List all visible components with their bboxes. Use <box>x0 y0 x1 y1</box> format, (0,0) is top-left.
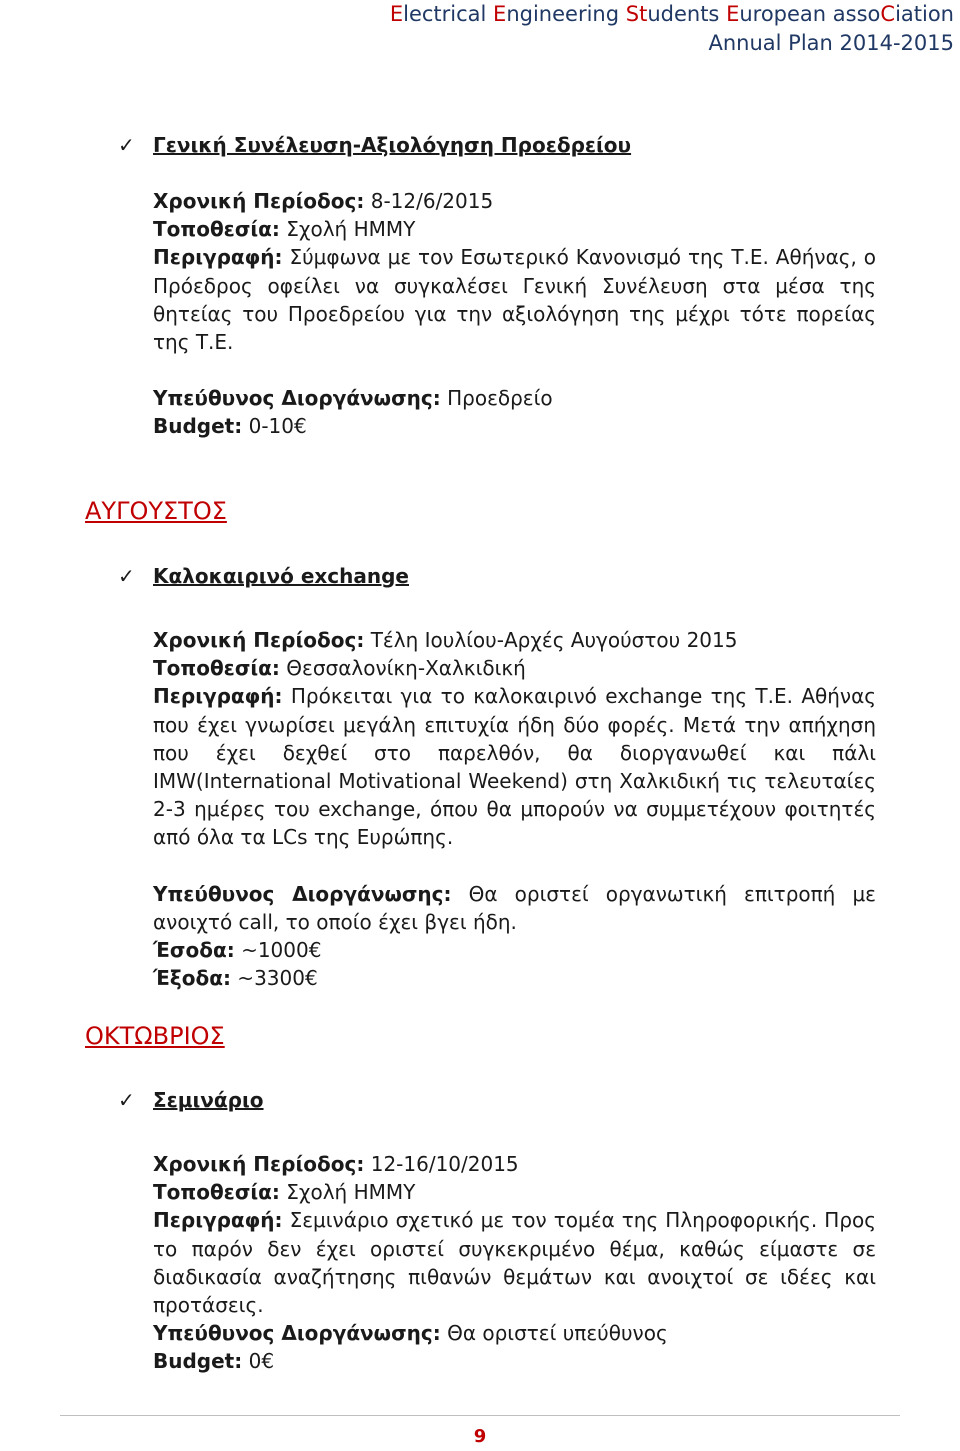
location-line: Τοποθεσία: Θεσσαλονίκη-Χαλκιδική <box>153 656 526 681</box>
budget-line: Budget: 0-10€ <box>153 414 307 439</box>
checkmark-icon: ✓ <box>118 1088 135 1112</box>
checkmark-icon: ✓ <box>118 133 135 157</box>
item-heading: ✓ Γενική Συνέλευση-Αξιολόγηση Προεδρείου <box>118 133 632 157</box>
header-plan-title: Annual Plan 2014-2015 <box>708 31 954 55</box>
description-paragraph: Περιγραφή: Σύμφωνα με τον Εσωτερικό Κανονισμό της Τ.Ε. Αθήνας, ο Πρόεδρος οφείλει να συγκαλέσει Γενική Συνέλευση στα μέσα της θητείας του Προεδρείου για την αξιολόγηση της μέχρι τότε πορείας της Τ.Ε. <box>153 245 876 355</box>
description-paragraph: Περιγραφή: Σεμινάριο σχετικό με τον τομέα της Πληροφορικής. Προς το παρόν δεν έχει οριστεί συγκεκριμένο θέμα, καθώς είμαστε σε διαδικασία αναζήτησης πιθανών θεμάτων και ανοιχτοί σε ιδέες και προτάσεις. <box>153 1208 876 1318</box>
month-heading-august: ΑΥΓΟΥΣΤΟΣ <box>85 497 227 525</box>
item-heading: ✓ Σεμινάριο <box>118 1088 264 1112</box>
document-header <box>390 0 954 58</box>
item-details <box>153 626 876 992</box>
location-line: Τοποθεσία: Σχολή ΗΜΜΥ <box>153 1180 416 1205</box>
income-line: Έσοδα: ~1000€ <box>153 938 322 963</box>
description-paragraph: Περιγραφή: Πρόκειται για το καλοκαιρινό exchange της Τ.Ε. Αθήνας που έχει γνωρίσει μεγάλη επιτυχία ήδη δύο φορές. Μετά την απήχηση που έχει δεχθεί στο παρελθόν, θα διοργανωθεί και πάλι IMW(International Motivational Weekend) στη Χαλκιδική τις τελευταίες 2-3 ημέρες του exchange, όπου θα μπορούν να συμμετέχουν φοιτητές από όλα τα LCs της Ευρώπης. <box>153 684 876 850</box>
location-line: Τοποθεσία: Σχολή ΗΜΜΥ <box>153 217 416 242</box>
header-org-name: Electrical Engineering Students European assoCiation <box>389 2 954 26</box>
expenses-line: Έξοδα: ~3300€ <box>153 966 318 991</box>
month-heading-october: ΟΚΤΩΒΡΙΟΣ <box>85 1022 225 1050</box>
item-details <box>153 1150 876 1376</box>
period-line: Χρονική Περίοδος: Τέλη Ιουλίου-Αρχές Αυγούστου 2015 <box>153 628 738 652</box>
item-details <box>153 187 876 441</box>
item-heading: ✓ Καλοκαιρινό exchange <box>118 564 409 588</box>
footer-divider <box>60 1415 900 1416</box>
budget-line: Budget: 0€ <box>153 1349 275 1374</box>
page-number: 9 <box>473 1426 487 1447</box>
organizer-line: Υπεύθυνος Διοργάνωσης: Θα οριστεί οργανωτική επιτροπή με ανοιχτό call, το οποίο έχει βγει ήδη. <box>153 881 876 934</box>
period-line: Χρονική Περίοδος: 12-16/10/2015 <box>153 1152 519 1176</box>
organizer-line: Υπεύθυνος Διοργάνωσης: Θα οριστεί υπεύθυνος <box>153 1321 668 1346</box>
checkmark-icon: ✓ <box>118 564 135 588</box>
organizer-line: Υπεύθυνος Διοργάνωσης: Προεδρείο <box>153 386 553 411</box>
period-line: Χρονική Περίοδος: 8-12/6/2015 <box>153 189 494 213</box>
